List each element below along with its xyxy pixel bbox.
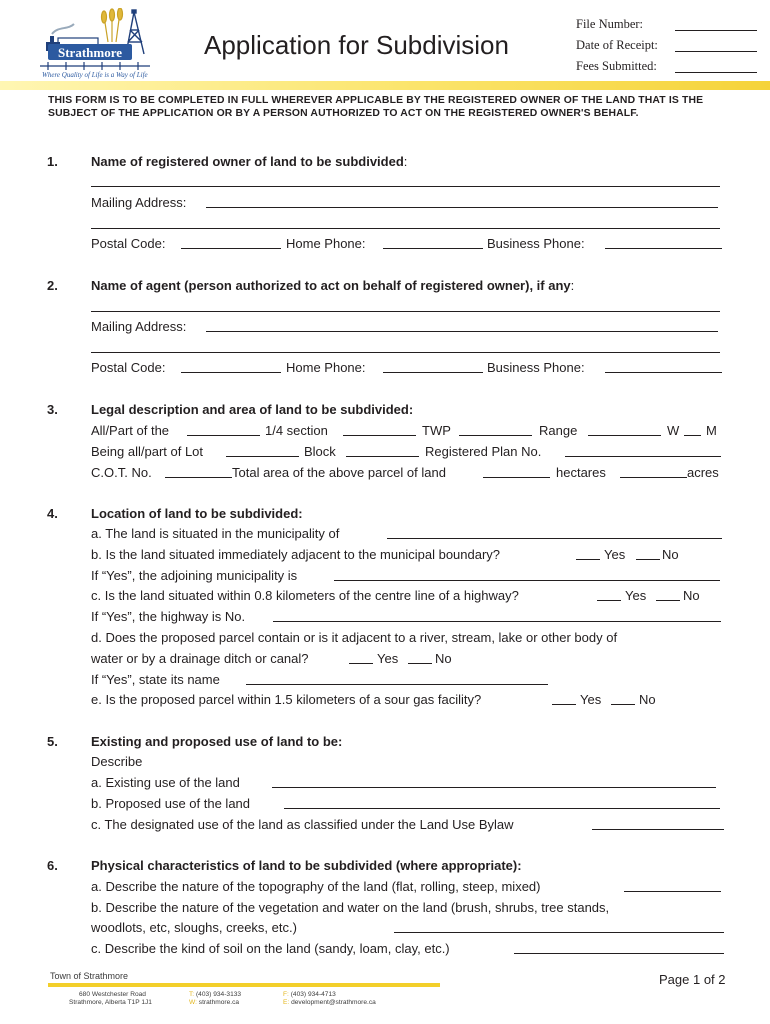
quarter-field[interactable]	[187, 435, 260, 436]
section-2-number: 2.	[47, 278, 58, 293]
agent-home-phone-label: Home Phone:	[286, 360, 366, 375]
water-body-no-field[interactable]	[408, 663, 432, 664]
water-body-name-label: If “Yes”, state its name	[91, 672, 220, 687]
topography-field[interactable]	[624, 891, 721, 892]
footer-phone	[189, 991, 241, 999]
water-body-no-label: No	[435, 651, 452, 666]
agent-business-phone-field[interactable]	[605, 372, 722, 373]
acres-field[interactable]	[620, 477, 687, 478]
section-1-heading-colon: :	[403, 154, 408, 169]
agent-mailing-address-field[interactable]	[206, 331, 718, 332]
adjacent-boundary-yes-field[interactable]	[576, 559, 600, 560]
registered-plan-label: Registered Plan No.	[425, 444, 542, 459]
footer-address-line1: 680 Westchester Road	[79, 991, 146, 998]
block-field[interactable]	[346, 456, 419, 457]
footer-web-link[interactable]: strathmore.ca	[198, 999, 240, 1006]
agent-business-phone-label: Business Phone:	[487, 360, 585, 375]
section-2-heading-text: Name of agent (person authorized to act on behalf of registered owner), if any	[91, 278, 571, 293]
footer-fax-number: (403) 934-4713	[290, 991, 336, 998]
agent-postal-code-label: Postal Code:	[91, 360, 166, 375]
intro-instructions: THIS FORM IS TO BE COMPLETED IN FULL WHEREVER APPLICABLE BY THE REGISTERED OWNER OF THE LAND THAT IS THE SUBJECT OF THE APPLICATION OR BY A PERSON AUTHORIZED TO ACT ON THE REGISTERED OWNER'S BEHALF.	[48, 95, 704, 120]
water-body-question-line2: water or by a drainage ditch or canal?	[91, 651, 309, 666]
section-4-number: 4.	[47, 506, 58, 521]
range-label: Range	[539, 423, 578, 438]
section-1-number: 1.	[47, 154, 58, 169]
m-label: M	[706, 423, 717, 438]
owner-postal-code-field[interactable]	[181, 248, 281, 249]
vegetation-label-line2: woodlots, etc, sloughs, creeks, etc.)	[91, 920, 297, 935]
proposed-use-field[interactable]	[284, 808, 720, 809]
water-body-yes-label: Yes	[377, 651, 399, 666]
vegetation-field[interactable]	[394, 932, 724, 933]
footer-web-prefix: W:	[189, 999, 197, 1006]
logo-tagline: Where Quality of Life is a Way of Life	[42, 71, 148, 79]
footer-email	[283, 999, 376, 1007]
owner-home-phone-field[interactable]	[383, 248, 483, 249]
section-5-heading: Existing and proposed use of land to be:	[91, 734, 343, 749]
fees-submitted-label: Fees Submitted:	[576, 59, 657, 73]
footer-address-line2: Strathmore, Alberta T1P 1J1	[69, 999, 152, 1006]
highway-yes-field[interactable]	[597, 600, 621, 601]
file-number-label: File Number:	[576, 17, 644, 31]
sour-gas-no-label: No	[639, 692, 656, 707]
twp-label: TWP	[422, 423, 451, 438]
highway-no-field[interactable]	[656, 600, 680, 601]
owner-business-phone-field[interactable]	[605, 248, 722, 249]
lot-label: Being all/part of Lot	[91, 444, 204, 459]
logo-graphic	[38, 8, 156, 80]
section-5-number: 5.	[47, 734, 58, 749]
designated-use-label: c. The designated use of the land as classified under the Land Use Bylaw	[91, 817, 514, 832]
strathmore-logo	[38, 8, 156, 80]
footer-phone-prefix: T:	[189, 991, 195, 998]
municipality-field[interactable]	[387, 538, 722, 539]
soil-label: c. Describe the kind of soil on the land (sandy, loam, clay, etc.)	[91, 941, 450, 956]
agent-home-phone-field[interactable]	[383, 372, 483, 373]
page-number: Page 1 of 2	[659, 972, 726, 987]
owner-name-field[interactable]	[91, 186, 720, 187]
adjacent-boundary-no-field[interactable]	[636, 559, 660, 560]
sour-gas-question: e. Is the proposed parcel within 1.5 kilometers of a sour gas facility?	[91, 692, 482, 707]
owner-mailing-address-field[interactable]	[206, 207, 718, 208]
acres-label: acres	[687, 465, 719, 480]
agent-name-field[interactable]	[91, 311, 720, 312]
twp-field[interactable]	[459, 435, 532, 436]
section-field[interactable]	[343, 435, 416, 436]
footer-fax-prefix: F:	[283, 991, 289, 998]
cot-field[interactable]	[165, 477, 232, 478]
section-3-heading: Legal description and area of land to be subdivided:	[91, 402, 414, 417]
agent-mailing-address-field-2[interactable]	[91, 352, 720, 353]
section-3-number: 3.	[47, 402, 58, 417]
quarter-section-label: 1/4 section	[265, 423, 328, 438]
designated-use-field[interactable]	[592, 829, 724, 830]
header-divider-bar	[0, 81, 770, 90]
vegetation-label-line1: b. Describe the nature of the vegetation and water on the land (brush, shrubs, tree stands,	[91, 900, 610, 915]
w-label: W	[667, 423, 680, 438]
existing-use-field[interactable]	[272, 787, 716, 788]
file-number-field[interactable]	[675, 30, 757, 31]
adjoining-municipality-label: If “Yes”, the adjoining municipality is	[91, 568, 298, 583]
adjacent-boundary-yes-label: Yes	[604, 547, 626, 562]
existing-use-label: a. Existing use of the land	[91, 775, 240, 790]
registered-plan-field[interactable]	[565, 456, 721, 457]
section-6-heading: Physical characteristics of land to be subdivided (where appropriate):	[91, 858, 522, 873]
all-part-of-label: All/Part of the	[91, 423, 170, 438]
range-field[interactable]	[588, 435, 661, 436]
municipality-label: a. The land is situated in the municipality of	[91, 526, 340, 541]
footer-web	[189, 999, 239, 1007]
adjoining-municipality-field[interactable]	[334, 580, 720, 581]
owner-postal-code-label: Postal Code:	[91, 236, 166, 251]
owner-business-phone-label: Business Phone:	[487, 236, 585, 251]
adjacent-boundary-question: b. Is the land situated immediately adjacent to the municipal boundary?	[91, 547, 501, 562]
lot-field[interactable]	[226, 456, 299, 457]
footer-phone-number: (403) 934-3133	[195, 991, 242, 998]
water-body-yes-field[interactable]	[349, 663, 373, 664]
sour-gas-yes-field[interactable]	[552, 704, 576, 705]
cot-label: C.O.T. No.	[91, 465, 152, 480]
highway-number-field[interactable]	[273, 621, 721, 622]
owner-home-phone-label: Home Phone:	[286, 236, 366, 251]
owner-mailing-address-label: Mailing Address:	[91, 195, 187, 210]
highway-number-label: If “Yes”, the highway is No.	[91, 609, 246, 624]
owner-mailing-address-field-2[interactable]	[91, 228, 720, 229]
sour-gas-no-field[interactable]	[611, 704, 635, 705]
agent-postal-code-field[interactable]	[181, 372, 281, 373]
meridian-field[interactable]	[684, 435, 701, 436]
footer-email-link[interactable]: development@strathmore.ca	[291, 999, 376, 1006]
water-body-name-field[interactable]	[246, 684, 548, 685]
fees-submitted-field[interactable]	[675, 72, 757, 73]
footer-email-prefix: E:	[283, 999, 290, 1006]
page-title: Application for Subdivision	[204, 30, 509, 60]
topography-label: a. Describe the nature of the topography of the land (flat, rolling, steep, mixed)	[91, 879, 541, 894]
highway-yes-label: Yes	[625, 588, 647, 603]
footer-fax	[283, 991, 336, 999]
highway-question: c. Is the land situated within 0.8 kilometers of the centre line of a highway?	[91, 588, 519, 603]
adjacent-boundary-no-label: No	[662, 547, 679, 562]
section-1-heading-text: Name of registered owner of land to be subdivided	[91, 154, 404, 169]
logo-wordmark: Strathmore	[57, 45, 123, 60]
soil-field[interactable]	[514, 953, 724, 954]
footer-accent-bar	[48, 983, 440, 987]
section-2-heading-colon: :	[570, 278, 575, 293]
footer-office-name: Town of Strathmore	[50, 971, 129, 981]
section-4-heading: Location of land to be subdivided:	[91, 506, 303, 521]
section-1-heading	[91, 154, 407, 169]
highway-no-label: No	[683, 588, 700, 603]
date-of-receipt-field[interactable]	[675, 51, 757, 52]
agent-mailing-address-label: Mailing Address:	[91, 319, 187, 334]
date-of-receipt-label: Date of Receipt:	[576, 38, 658, 52]
proposed-use-label: b. Proposed use of the land	[91, 796, 251, 811]
section-6-number: 6.	[47, 858, 58, 873]
water-body-question-line1: d. Does the proposed parcel contain or is it adjacent to a river, stream, lake or other body of	[91, 630, 618, 645]
hectares-label: hectares	[556, 465, 606, 480]
section-2-heading	[91, 278, 574, 293]
block-label: Block	[304, 444, 336, 459]
hectares-field[interactable]	[483, 477, 550, 478]
describe-label: Describe	[91, 754, 143, 769]
sour-gas-yes-label: Yes	[580, 692, 602, 707]
total-area-label: Total area of the above parcel of land	[232, 465, 446, 480]
